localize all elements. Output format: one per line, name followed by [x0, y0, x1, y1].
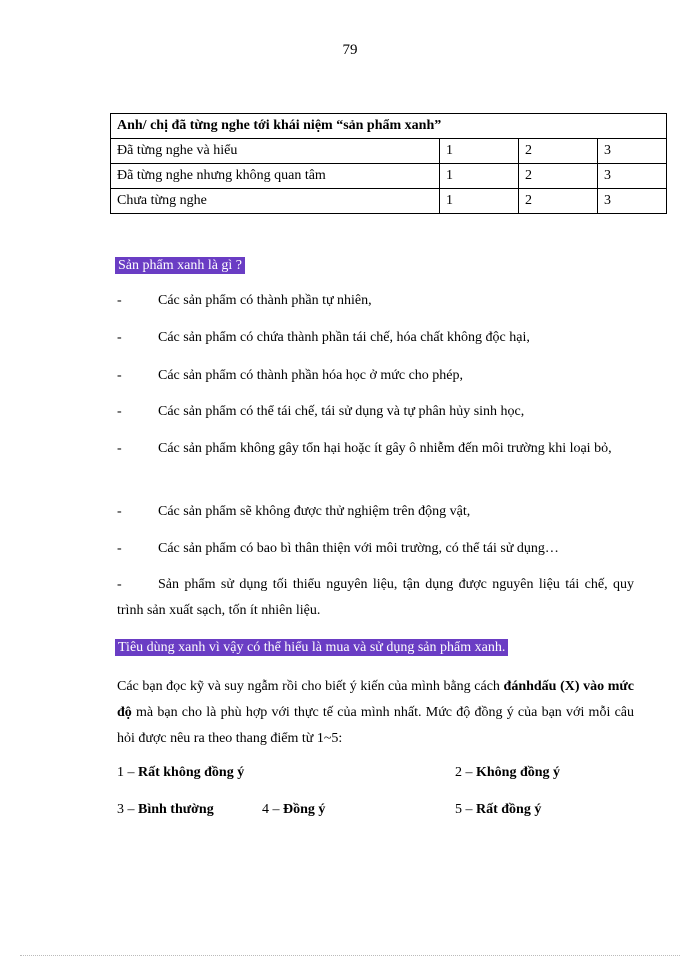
option-cell[interactable]: 1: [440, 189, 519, 214]
scale-number: 4 –: [262, 802, 283, 817]
instruction-bold: đánhdấu (X) vào mức độ: [117, 679, 634, 720]
scale-option-3: [117, 802, 214, 818]
table-question: Anh/ chị đã từng nghe tới khái niệm “sản phẩm xanh”: [111, 114, 667, 139]
list-dash: -: [117, 293, 122, 308]
list-dash: -: [117, 504, 122, 519]
scale-option-4: [262, 802, 325, 818]
option-cell[interactable]: 3: [598, 189, 667, 214]
list-dash: -: [117, 441, 122, 456]
list-dash: -: [117, 577, 122, 592]
option-cell[interactable]: 1: [440, 139, 519, 164]
list-item-text: Các sản phẩm có thành phần tự nhiên,: [158, 293, 372, 308]
list-item-text: Các sản phẩm có thể tái chế, tái sử dụng và tự phân hủy sinh học,: [158, 404, 525, 419]
table-row: [111, 189, 667, 214]
option-cell[interactable]: 3: [598, 139, 667, 164]
list-item: [117, 499, 634, 525]
option-cell[interactable]: 1: [440, 164, 519, 189]
list-item: [117, 288, 634, 314]
list-dash: -: [117, 330, 122, 345]
list-item-text: Các sản phẩm có chứa thành phần tái chế, hóa chất không độc hại,: [158, 330, 530, 345]
list-item-text: Sản phẩm sử dụng tối thiểu nguyên liệu, tận dụng được nguyên liệu tái chế, quy trình sản xuất sạch, tốn ít nhiên liệu.: [117, 577, 634, 618]
option-cell[interactable]: 2: [519, 189, 598, 214]
table-row: [111, 164, 667, 189]
scale-label: Không đồng ý: [476, 765, 561, 780]
list-item: [117, 436, 634, 462]
row-label: Đã từng nghe nhưng không quan tâm: [111, 164, 440, 189]
survey-table: [110, 113, 667, 214]
highlighted-text: Tiêu dùng xanh vì vậy có thể hiểu là mua và sử dụng sản phẩm xanh.: [115, 639, 508, 656]
scale-option-5: [455, 802, 541, 818]
table-header-row: [111, 114, 667, 139]
page-number: 79: [342, 42, 358, 58]
scale-label: Đồng ý: [283, 802, 326, 817]
list-item: [117, 325, 634, 351]
option-cell[interactable]: 3: [598, 164, 667, 189]
instruction-text: Các bạn đọc kỹ và suy ngẫm rồi cho biết ý kiến của mình bằng cách: [117, 679, 504, 694]
list-item: [117, 399, 634, 425]
highlighted-text: Sản phẩm xanh là gì ?: [115, 257, 245, 274]
list-dash: -: [117, 541, 122, 556]
scale-option-2: [455, 765, 560, 781]
option-cell[interactable]: 2: [519, 164, 598, 189]
instruction-paragraph: [117, 674, 634, 752]
scale-number: 1 –: [117, 765, 138, 780]
scale-number: 5 –: [455, 802, 476, 817]
list-item: [117, 363, 634, 389]
row-label: Đã từng nghe và hiểu: [111, 139, 440, 164]
list-item: [117, 572, 634, 624]
list-item: [117, 536, 634, 562]
list-dash: -: [117, 404, 122, 419]
scale-label: Rất đồng ý: [476, 802, 542, 817]
list-dash: -: [117, 368, 122, 383]
page-bottom-rule: [20, 955, 680, 956]
list-item-text: Các sản phẩm không gây tổn hại hoặc ít gây ô nhiễm đến môi trường khi loại bỏ,: [158, 441, 612, 456]
scale-label: Rất không đồng ý: [138, 765, 245, 780]
list-item-text: Các sản phẩm sẽ không được thử nghiệm trên động vật,: [158, 504, 471, 519]
row-label: Chưa từng nghe: [111, 189, 440, 214]
instruction-text: mà bạn cho là phù hợp với thực tế của mình nhất. Mức độ đồng ý của bạn với mỗi câu hỏi được nêu ra theo thang điểm từ 1~5:: [117, 705, 634, 746]
option-cell[interactable]: 2: [519, 139, 598, 164]
scale-number: 3 –: [117, 802, 138, 817]
scale-number: 2 –: [455, 765, 476, 780]
table-row: [111, 139, 667, 164]
scale-label: Bình thường: [138, 802, 214, 817]
section-heading-green-product: [115, 258, 245, 274]
scale-option-1: [117, 765, 244, 781]
list-item-text: Các sản phẩm có bao bì thân thiện với môi trường, có thể tái sử dụng…: [158, 541, 559, 556]
list-item-text: Các sản phẩm có thành phần hóa học ở mức cho phép,: [158, 368, 464, 383]
section-heading-green-consumption: [115, 640, 508, 656]
